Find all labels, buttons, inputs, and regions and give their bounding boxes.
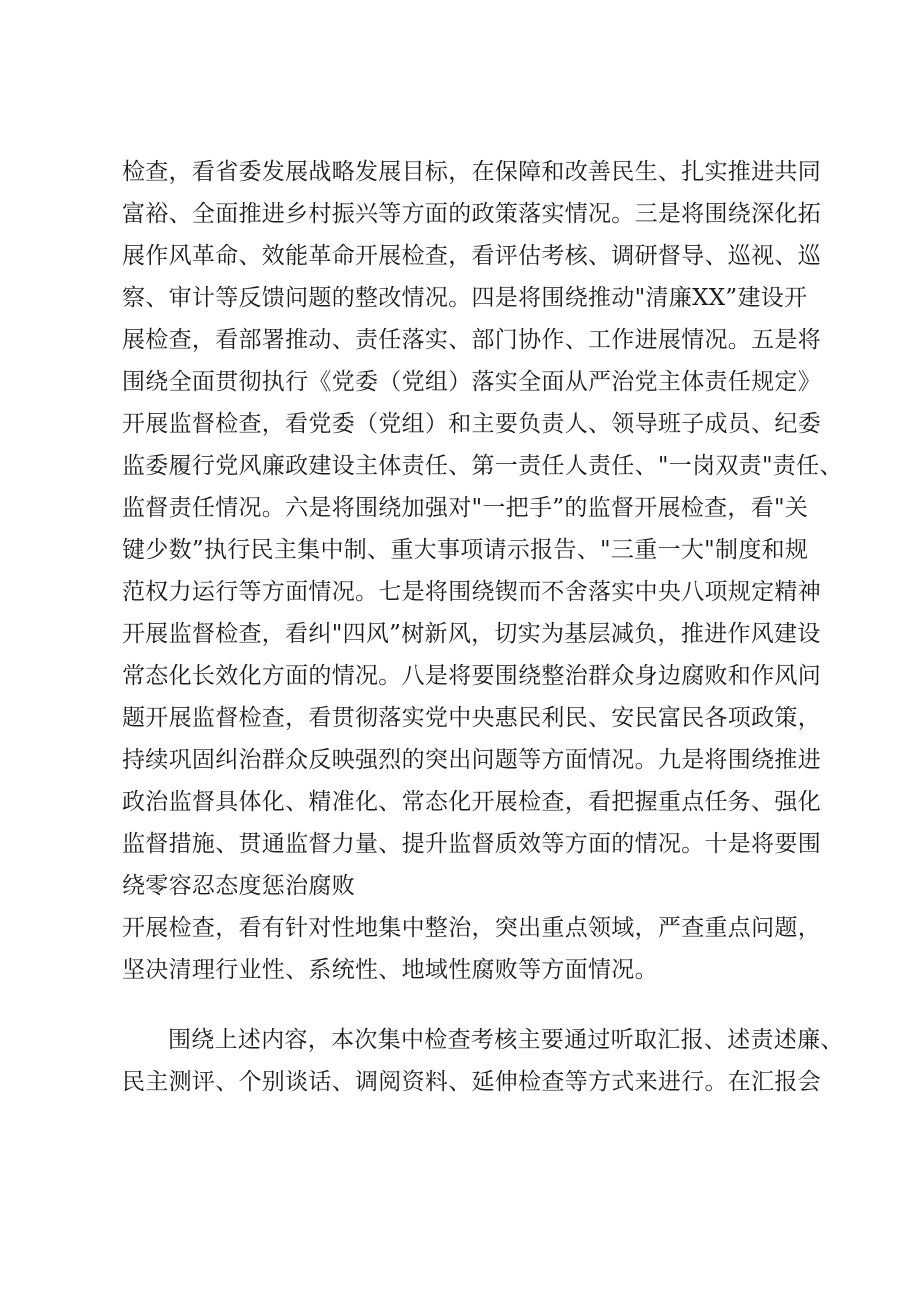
text-line: 富裕、全面推进乡村振兴等方面的政策落实情况。三是将围绕深化拓 [122,201,821,227]
text-line: 开展监督检查，看纠"四风”树新风，切实为基层减负，推进作风建设 [122,621,821,647]
text-line: 开展监督检查，看党委（党组）和主要负责人、领导班子成员、纪委 [122,411,821,437]
paragraph-first-line: 围绕上述内容，本次集中检查考核主要通过听取汇报、述责述廉、 [168,1027,844,1053]
text-line: 绕零容忍态度惩治腐败 [122,873,355,899]
text-line: 开展检查，看有针对性地集中整治，突出重点领域，严查重点问题， [122,915,821,941]
text-line: 展作风革命、效能革命开展检查，看评估考核、调研督导、巡视、巡 [122,243,821,269]
text-line: 坚决清理行业性、系统性、地域性腐败等方面情况。 [122,957,658,983]
text-line: 察、审计等反馈问题的整改情况。四是将围绕推动"清廉XX”建设开 [122,285,808,311]
text-line: 民主测评、个别谈话、调阅资料、延伸检查等方式来进行。在汇报会 [122,1069,821,1095]
text-line: 政治监督具体化、精准化、常态化开展检查，看把握重点任务、强化 [122,789,821,815]
text-line: 监督责任情况。六是将围绕加强对"一把手”的监督开展检查，看"关 [122,495,809,521]
text-line: 检查，看省委发展战略发展目标，在保障和改善民生、扎实推进共同 [122,159,821,185]
text-line: 监委履行党风廉政建设主体责任、第一责任人责任、"一岗双责"责任、 [122,453,843,479]
text-line: 持续巩固纠治群众反映强烈的突出问题等方面情况。九是将围绕推进 [122,747,821,773]
text-line: 键少数”执行民主集中制、重大事项请示报告、"三重一大"制度和规 [122,537,809,563]
text-line: 范权力运行等方面情况。七是将围绕锲而不舍落实中央八项规定精神 [122,579,821,605]
text-line: 题开展监督检查，看贯彻落实党中央惠民利民、安民富民各项政策， [122,705,821,731]
text-line: 常态化长效化方面的情况。八是将要围绕整治群众身边腐败和作风问 [122,663,821,689]
text-line: 围绕全面贯彻执行《党委（党组）落实全面从严治党主体责任规定》 [122,369,821,395]
text-line: 展检查，看部署推动、责任落实、部门协作、工作进展情况。五是将 [122,327,821,353]
text-line: 监督措施、贯通监督力量、提升监督质效等方面的情况。十是将要围 [122,831,821,857]
